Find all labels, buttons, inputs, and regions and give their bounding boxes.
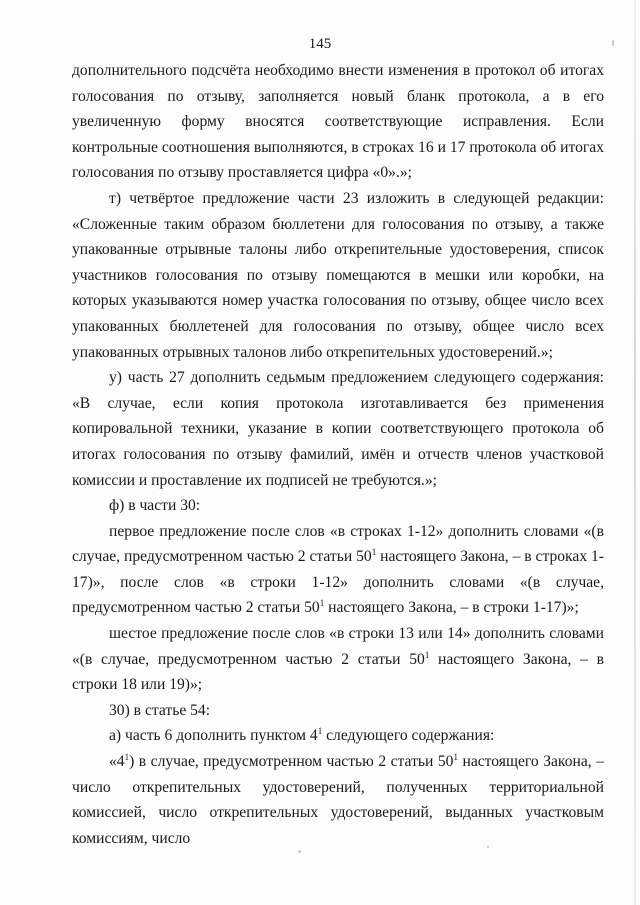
text-run: «4 — [109, 753, 125, 771]
document-body — [72, 58, 604, 851]
paragraph-p8 — [72, 723, 604, 749]
superscript: 1 — [371, 547, 377, 558]
paragraph-p2 — [72, 186, 604, 365]
paragraph-p1 — [72, 58, 604, 186]
text-run: следующего содержания: — [322, 727, 495, 745]
text-run: ) в случае, предусмотренном частью 2 статьи 50 — [129, 753, 454, 771]
paragraph-p9 — [72, 749, 604, 851]
text-run: т) четвёртое предложение части 23 изложить в следующей редакции: «Сложенные таким образом бюллетени для голосования по отзыву, а также упакованные отрывные талоны либо открепительные удостоверения, список участников голосования по отзыву помещаются в мешки или коробки, на которых указываются номер участка голосования по отзыву, общее число всех упакованных бюллетеней для голосования по отзыву, общее число всех упакованных отрывных талонов либо открепительных удостоверений.»; — [72, 189, 604, 361]
paragraph-p5 — [72, 519, 604, 621]
text-run: ф) в части 30: — [109, 497, 201, 515]
text-run: 30) в статье 54: — [109, 701, 211, 719]
scan-speck — [487, 846, 489, 848]
paragraph-p4 — [72, 493, 604, 519]
text-run: настоящего Закона, – в строки 18 или 19)»; — [72, 650, 604, 694]
text-run: дополнительного подсчёта необходимо внести изменения в протокол об итогах голосования по отзыву, заполняется новый бланк протокола, а в его увеличенную форму вносятся соответствующие исправления. Если контрольные соотношения выполняются, в строках 16 и 17 протокола об итогах голосования по отзыву проставляется цифра «0».»; — [72, 62, 604, 182]
text-run: настоящего Закона, – в строки 1-17)»; — [324, 599, 579, 617]
paragraph-p3 — [72, 365, 604, 493]
paragraph-p7 — [72, 698, 604, 724]
superscript: 1 — [319, 598, 325, 609]
scan-speck — [298, 850, 301, 853]
text-run: настоящего Закона, – в строках 1-17)», после слов «в строки 1-12» дополнить словами «(в случае, предусмотренном частью 2 статьи 50 — [72, 548, 605, 617]
paragraph-p6 — [72, 621, 604, 698]
superscript: 1 — [317, 726, 323, 737]
text-run: шестое предложение после слов «в строки 13 или 14» дополнить словами «(в случае, предусмотренном частью 2 статьи 50 — [72, 625, 604, 668]
scan-edge — [634, 0, 636, 905]
superscript: 1 — [424, 649, 430, 660]
superscript: 1 — [124, 752, 130, 763]
superscript: 1 — [453, 752, 458, 763]
text-run: у) часть 27 дополнить седьмым предложением следующего содержания: «В случае, если копия протокола изготавливается без применения копировальной техники, указание в копии соответствующего протокола об итогах голосования по отзыву фамилий, имён и отчеств членов участковой комиссии и проставление их подписей не требуются.»; — [72, 369, 604, 489]
page-number: 145 — [308, 36, 332, 52]
text-run: первое предложение после слов «в строках 1-12» дополнить словами «(в случае, предусмотренном частью 2 статьи 50 — [72, 522, 604, 566]
text-run: настоящего Закона, – число открепительных удостоверений, полученных территориальной комиссией, число открепительных удостоверений, выданных участковым комиссиям, число — [72, 753, 604, 847]
text-run: а) часть 6 дополнить пунктом 4 — [109, 727, 318, 745]
scan-speck — [612, 40, 614, 46]
